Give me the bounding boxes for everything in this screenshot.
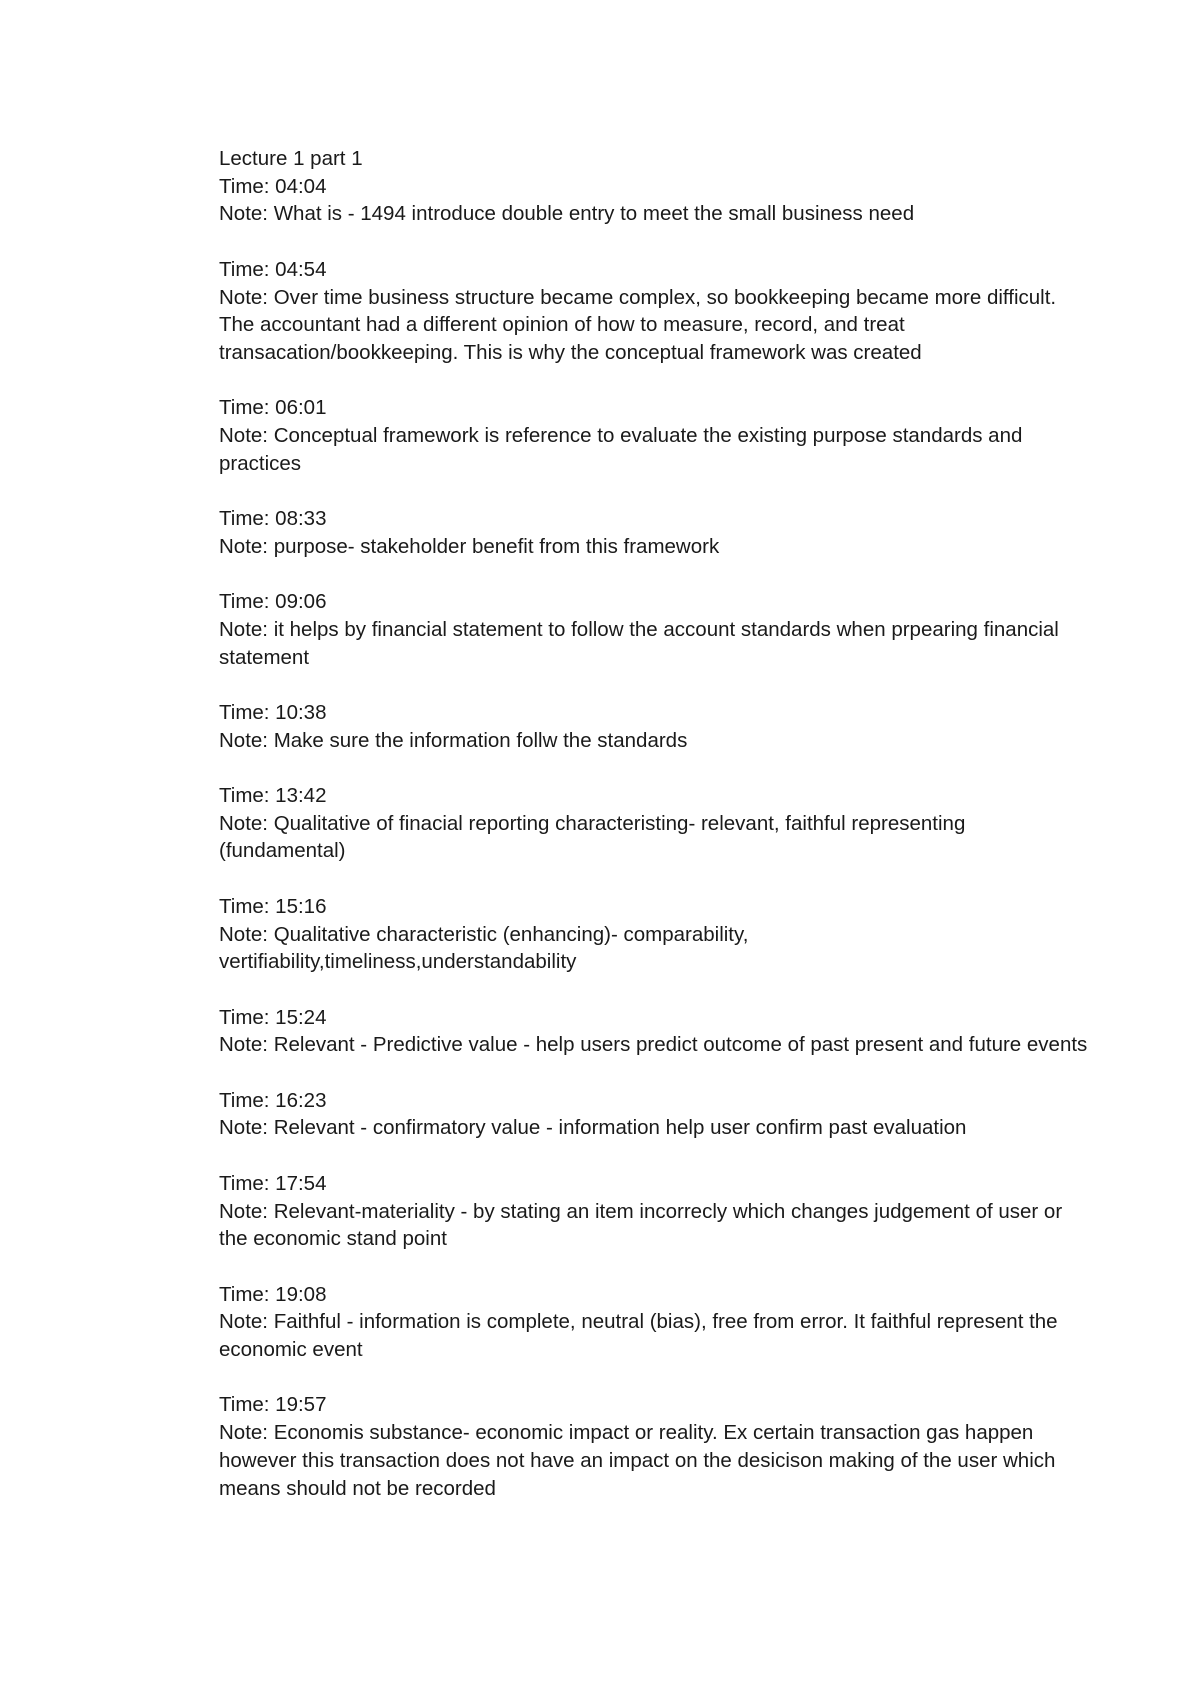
- entry-time: Time: 16:23: [219, 1088, 327, 1112]
- entry-note: Note: Over time business structure became complex, so bookkeeping became more difficult. The accountant had a different opinion of how to measure, record, and treat transacation/bookkeeping. This is why the conceptual framework was created: [219, 285, 1057, 364]
- entry-note: Note: What is - 1494 introduce double entry to meet the small business need: [219, 202, 915, 226]
- note-entry: [219, 394, 1089, 477]
- entry-time: Time: 06:01: [219, 396, 327, 420]
- entry-note: Note: Relevant - Predictive value - help users predict outcome of past present and future events: [219, 1033, 1088, 1057]
- note-entry: [219, 699, 1089, 754]
- note-entry: [219, 782, 1089, 865]
- entry-time: Time: 04:04: [219, 174, 327, 198]
- entry-note: Note: Relevant - confirmatory value - information help user confirm past evaluation: [219, 1116, 967, 1140]
- entry-note: Note: Make sure the information follw the standards: [219, 728, 688, 752]
- entry-note: Note: Qualitative characteristic (enhancing)- comparability, vertifiability,timeliness,understandability: [219, 922, 749, 974]
- entry-note: Note: Economis substance- economic impact or reality. Ex certain transaction gas happen however this transaction does not have an impact on the desicison making of the user which means should not be recorded: [219, 1421, 1056, 1500]
- entry-time: Time: 15:24: [219, 1005, 327, 1029]
- note-entry: [219, 1170, 1089, 1253]
- note-entry: [219, 1281, 1089, 1364]
- note-entry: [219, 1087, 1089, 1142]
- entry-time: Time: 08:33: [219, 507, 327, 531]
- entry-time: Time: 17:54: [219, 1171, 327, 1195]
- document-body: [219, 145, 1089, 1502]
- entry-note: Note: Qualitative of finacial reporting characteristing- relevant, faithful representing (fundamental): [219, 811, 966, 863]
- entry-time: Time: 19:57: [219, 1393, 327, 1417]
- entry-note: Note: Conceptual framework is reference to evaluate the existing purpose standards and practices: [219, 424, 1023, 475]
- entry-time: Time: 19:08: [219, 1282, 327, 1306]
- entry-time: Time: 09:06: [219, 590, 327, 614]
- entry-note: Note: it helps by financial statement to follow the account standards when prpearing financial statement: [219, 617, 1059, 669]
- document-heading: Lecture 1 part 1: [219, 147, 363, 170]
- entry-time: Time: 10:38: [219, 700, 327, 724]
- entry-note: Note: purpose- stakeholder benefit from this framework: [219, 534, 720, 558]
- note-entry: [219, 1391, 1089, 1502]
- entry-time: Time: 04:54: [219, 257, 327, 281]
- entry-time: Time: 15:16: [219, 894, 327, 918]
- note-entry: [219, 1004, 1089, 1059]
- note-entry: [219, 505, 1089, 560]
- note-entry: [219, 173, 1089, 228]
- entry-note: Note: Faithful - information is complete, neutral (bias), free from error. It faithful represent the economic event: [219, 1310, 1058, 1362]
- entry-time: Time: 13:42: [219, 784, 327, 808]
- entry-note: Note: Relevant-materiality - by stating an item incorrecly which changes judgement of user or the economic stand point: [219, 1199, 1063, 1251]
- note-entry: [219, 256, 1089, 367]
- note-entry: [219, 893, 1089, 976]
- note-entry: [219, 588, 1089, 671]
